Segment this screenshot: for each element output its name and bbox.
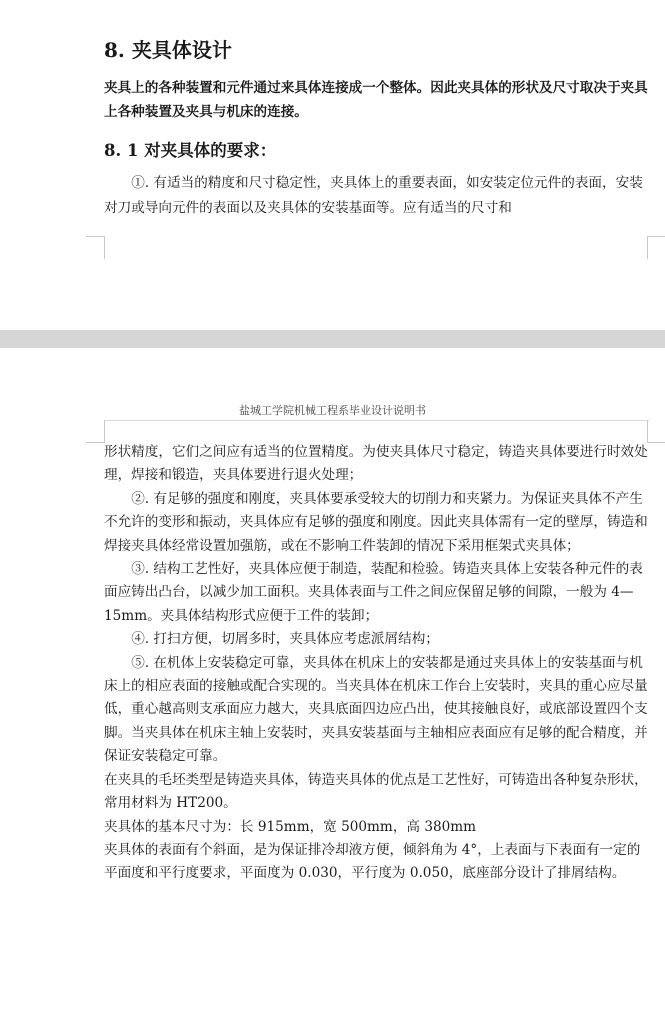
paragraph-blank-type: 在夹具的毛坯类型是铸造夹具体，铸造夹具体的优点是工艺性好，可铸造出各种复杂形状，常用材料为 HT200。 — [104, 771, 648, 812]
crop-mark-top-right — [647, 420, 665, 443]
paragraph-continuation: 形状精度，它们之间应有适当的位置精度。为使夹具体尺寸稳定，铸造夹具体要进行时效处理，焊接和锻造，夹具体要进行退火处理； — [104, 444, 648, 484]
paragraph-requirement-3: ③. 结构工艺性好，夹具体应便于制造，装配和检验。铸造夹具体上安装各种元件的表面应铸出凸台，以减少加工面积。夹具体表面与工件之间应保留足够的间隙，一般为 4—15mm。夹具体结构形式应便于工件的装卸； — [104, 561, 643, 624]
paragraph-requirement-4: ④. 打扫方便，切屑多时，夹具体应考虑派屑结构； — [131, 631, 439, 648]
crop-mark-bottom-left — [86, 236, 105, 259]
paragraph-surface: 夹具体的表面有个斜面，是为保证排冷却液方便，倾斜角为 4°，上表面与下表面有一定的平面度和平行度要求，平面度为 0.030，平行度为 0.050，底座部分设计了排屑结构。 — [104, 841, 641, 882]
header-rule — [104, 420, 649, 421]
section-intro-bold: 夹具上的各种装置和元件通过来具体连接成一个整体。因此夹具体的形状及尺寸取决于夹具上各种装置及夹具与机床的连接。 — [104, 80, 648, 120]
page-header: 盐城工学院机械工程系毕业设计说明书 — [239, 404, 426, 417]
document-page-1 — [0, 0, 665, 330]
paragraph-requirement-2: ②. 有足够的强度和刚度，夹具体要承受较大的切削力和夹紧力。为保证夹具体不产生不允许的变形和振动，夹具体应有足够的强度和刚度。因此夹具体需有一定的壁厚，铸造和焊接夹具体经常设置加强筋，或在不影响工件装卸的情况下采用框架式夹具体； — [104, 490, 648, 554]
page-body — [104, 441, 649, 886]
subsection-heading: 8. 1 对夹具体的要求： — [104, 141, 277, 160]
page-separator — [0, 330, 665, 348]
document-page-2 — [0, 348, 665, 1024]
paragraph-dimensions: 夹具体的基本尺寸为：长 915mm，宽 500mm，高 380mm — [104, 818, 477, 835]
crop-mark-bottom-right — [647, 236, 665, 259]
crop-mark-top-left — [86, 420, 105, 443]
paragraph-requirement-1-start: ①. 有适当的精度和尺寸稳定性，夹具体上的重要表面，如安装定位元件的表面，安装对刀或导向元件的表面以及夹具体的安装基面等。应有适当的尺寸和 — [104, 175, 643, 216]
section-heading: 8. 夹具体设计 — [104, 38, 232, 62]
paragraph-requirement-5: ⑤. 在机体上安装稳定可靠，夹具体在机床上的安装都是通过夹具体上的安装基面与机床上的相应表面的接触或配合实现的。当夹具体在机床工作台上安装时，夹具的重心应尽量低，重心越高则支承面应力越大，夹具底面四边应凸出，使其接触良好，或底部设置四个支脚。当夹具体在机床主轴上安装时，夹具安装基面与主轴相应表面应有足够的配合精度，并保证安装稳定可靠。 — [104, 654, 648, 765]
